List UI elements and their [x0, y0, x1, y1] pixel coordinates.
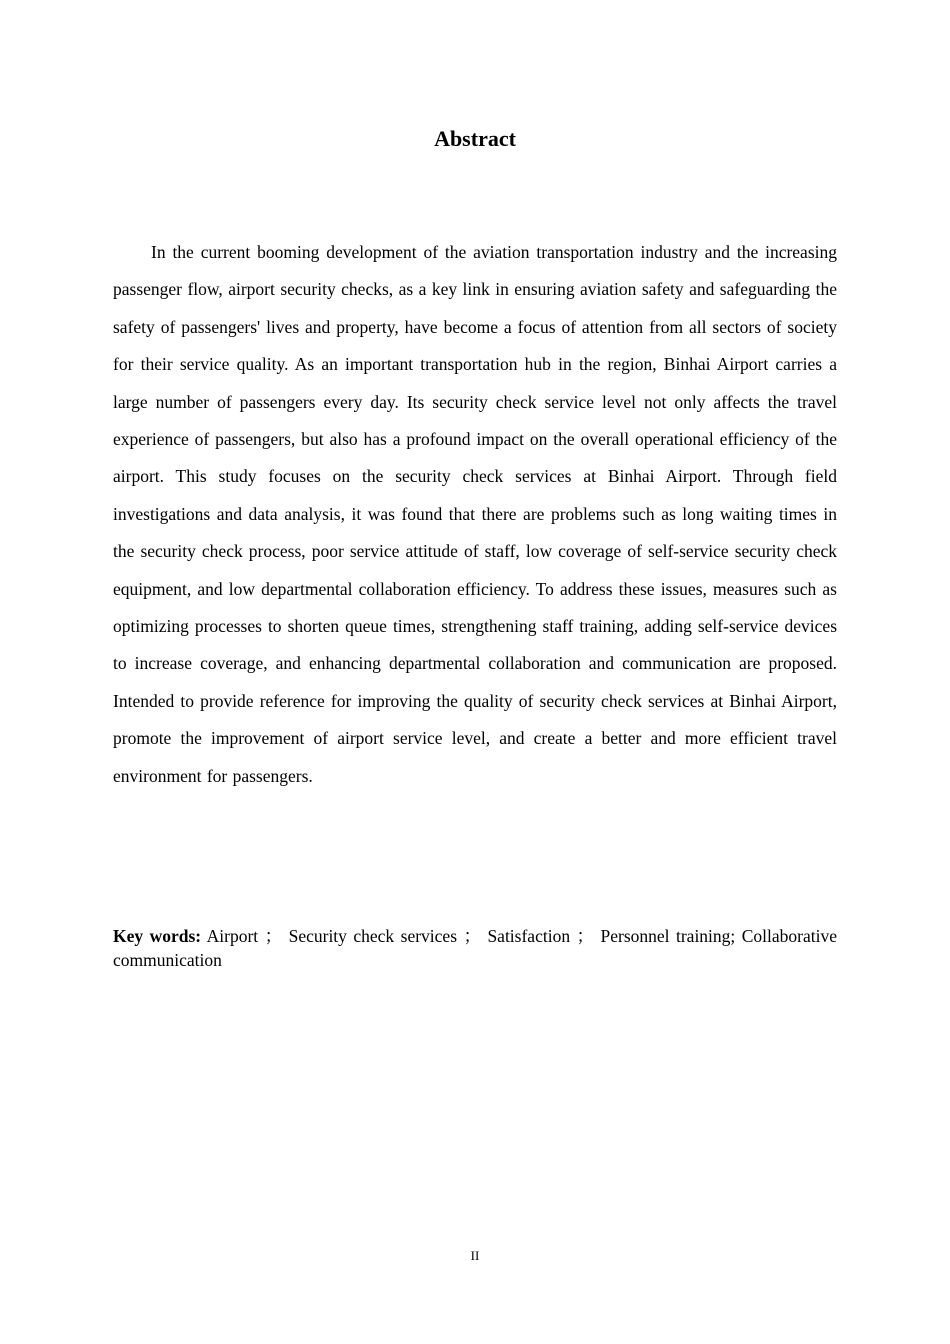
page-number: II — [470, 1248, 480, 1263]
keywords-label: Key words: — [113, 926, 202, 946]
keywords-line — [113, 924, 837, 972]
keywords-text: Airport ； Security check services ； Satisfaction ； Personnel training; Collaborative communication — [113, 926, 837, 970]
abstract-body: In the current booming development of the aviation transportation industry and the increasing passenger flow, airport security checks, as a key link in ensuring aviation safety and safeguarding the safety of passengers' lives and property, have become a focus of attention from all sectors of society for their service quality. As an important transportation hub in the region, Binhai Airport carries a large number of passengers every day. Its security check service level not only affects the travel experience of passengers, but also has a profound impact on the overall operational efficiency of the airport. This study focuses on the security check services at Binhai Airport. Through field investigations and data analysis, it was found that there are problems such as long waiting times in the security check process, poor service attitude of staff, low coverage of self-service security check equipment, and low departmental collaboration efficiency. To address these issues, measures such as optimizing processes to shorten queue times, strengthening staff training, adding self-service devices to increase coverage, and enhancing departmental collaboration and communication are proposed. Intended to provide reference for improving the quality of security check services at Binhai Airport, promote the improvement of airport service level, and create a better and more efficient travel environment for passengers. — [113, 242, 837, 786]
abstract-title: Abstract — [434, 126, 516, 151]
